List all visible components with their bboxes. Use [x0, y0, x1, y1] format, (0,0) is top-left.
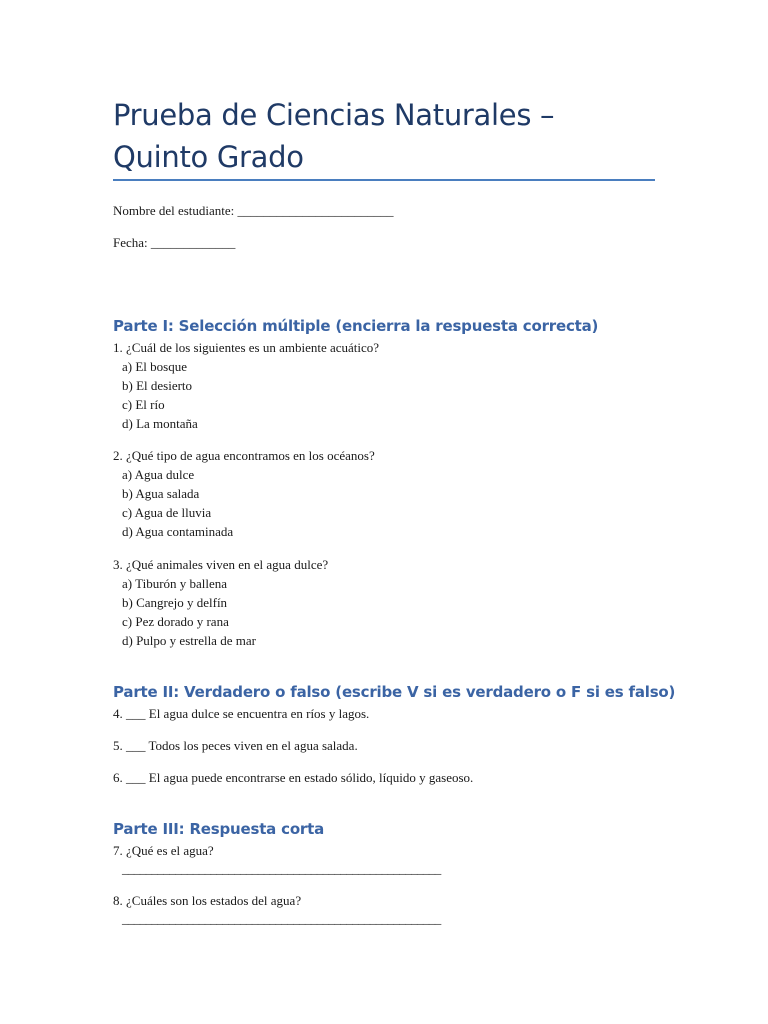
question-1-option-d: d) La montaña — [122, 416, 198, 431]
part1-heading: Parte I: Selección múltiple (encierra la respuesta correcta) — [113, 317, 599, 335]
question-7-answer-line: ______________________________________________________ — [122, 861, 441, 876]
question-1: 1. ¿Cuál de los siguientes es un ambiente acuático? — [113, 340, 380, 355]
question-3-option-a: a) Tiburón y ballena — [122, 576, 228, 591]
statement-6: 6. ___ El agua puede encontrarse en estado sólido, líquido y gaseoso. — [113, 770, 474, 785]
question-2-option-c: c) Agua de lluvia — [122, 505, 212, 520]
question-8: 8. ¿Cuáles son los estados del agua? — [113, 893, 302, 908]
question-7: 7. ¿Qué es el agua? — [113, 843, 214, 858]
statement-4: 4. ___ El agua dulce se encuentra en ríos y lagos. — [113, 706, 370, 721]
question-8-answer-line: ______________________________________________________ — [122, 911, 441, 926]
question-2-option-b: b) Agua salada — [122, 486, 200, 501]
question-3-option-d: d) Pulpo y estrella de mar — [122, 633, 256, 648]
statement-5: 5. ___ Todos los peces viven en el agua salada. — [113, 738, 358, 753]
question-3-option-b: b) Cangrejo y delfín — [122, 595, 228, 610]
question-3-option-c: c) Pez dorado y rana — [122, 614, 229, 629]
question-2-option-d: d) Agua contaminada — [122, 524, 234, 539]
title-divider — [113, 179, 655, 181]
page-title: Prueba de Ciencias Naturales – Quinto Grado — [113, 98, 555, 174]
question-2-option-a: a) Agua dulce — [122, 467, 195, 482]
question-2: 2. ¿Qué tipo de agua encontramos en los océanos? — [113, 448, 375, 463]
question-3: 3. ¿Qué animales viven en el agua dulce? — [113, 557, 329, 572]
part2-heading: Parte II: Verdadero o falso (escribe V si es verdadero o F si es falso) — [113, 683, 676, 701]
question-1-option-c: c) El río — [122, 397, 165, 412]
part3-heading: Parte III: Respuesta corta — [113, 820, 325, 838]
question-1-option-b: b) El desierto — [122, 378, 193, 393]
date-field: Fecha: _____________ — [113, 235, 236, 250]
student-name-field: Nombre del estudiante: ________________________ — [113, 203, 394, 218]
question-1-option-a: a) El bosque — [122, 359, 187, 374]
